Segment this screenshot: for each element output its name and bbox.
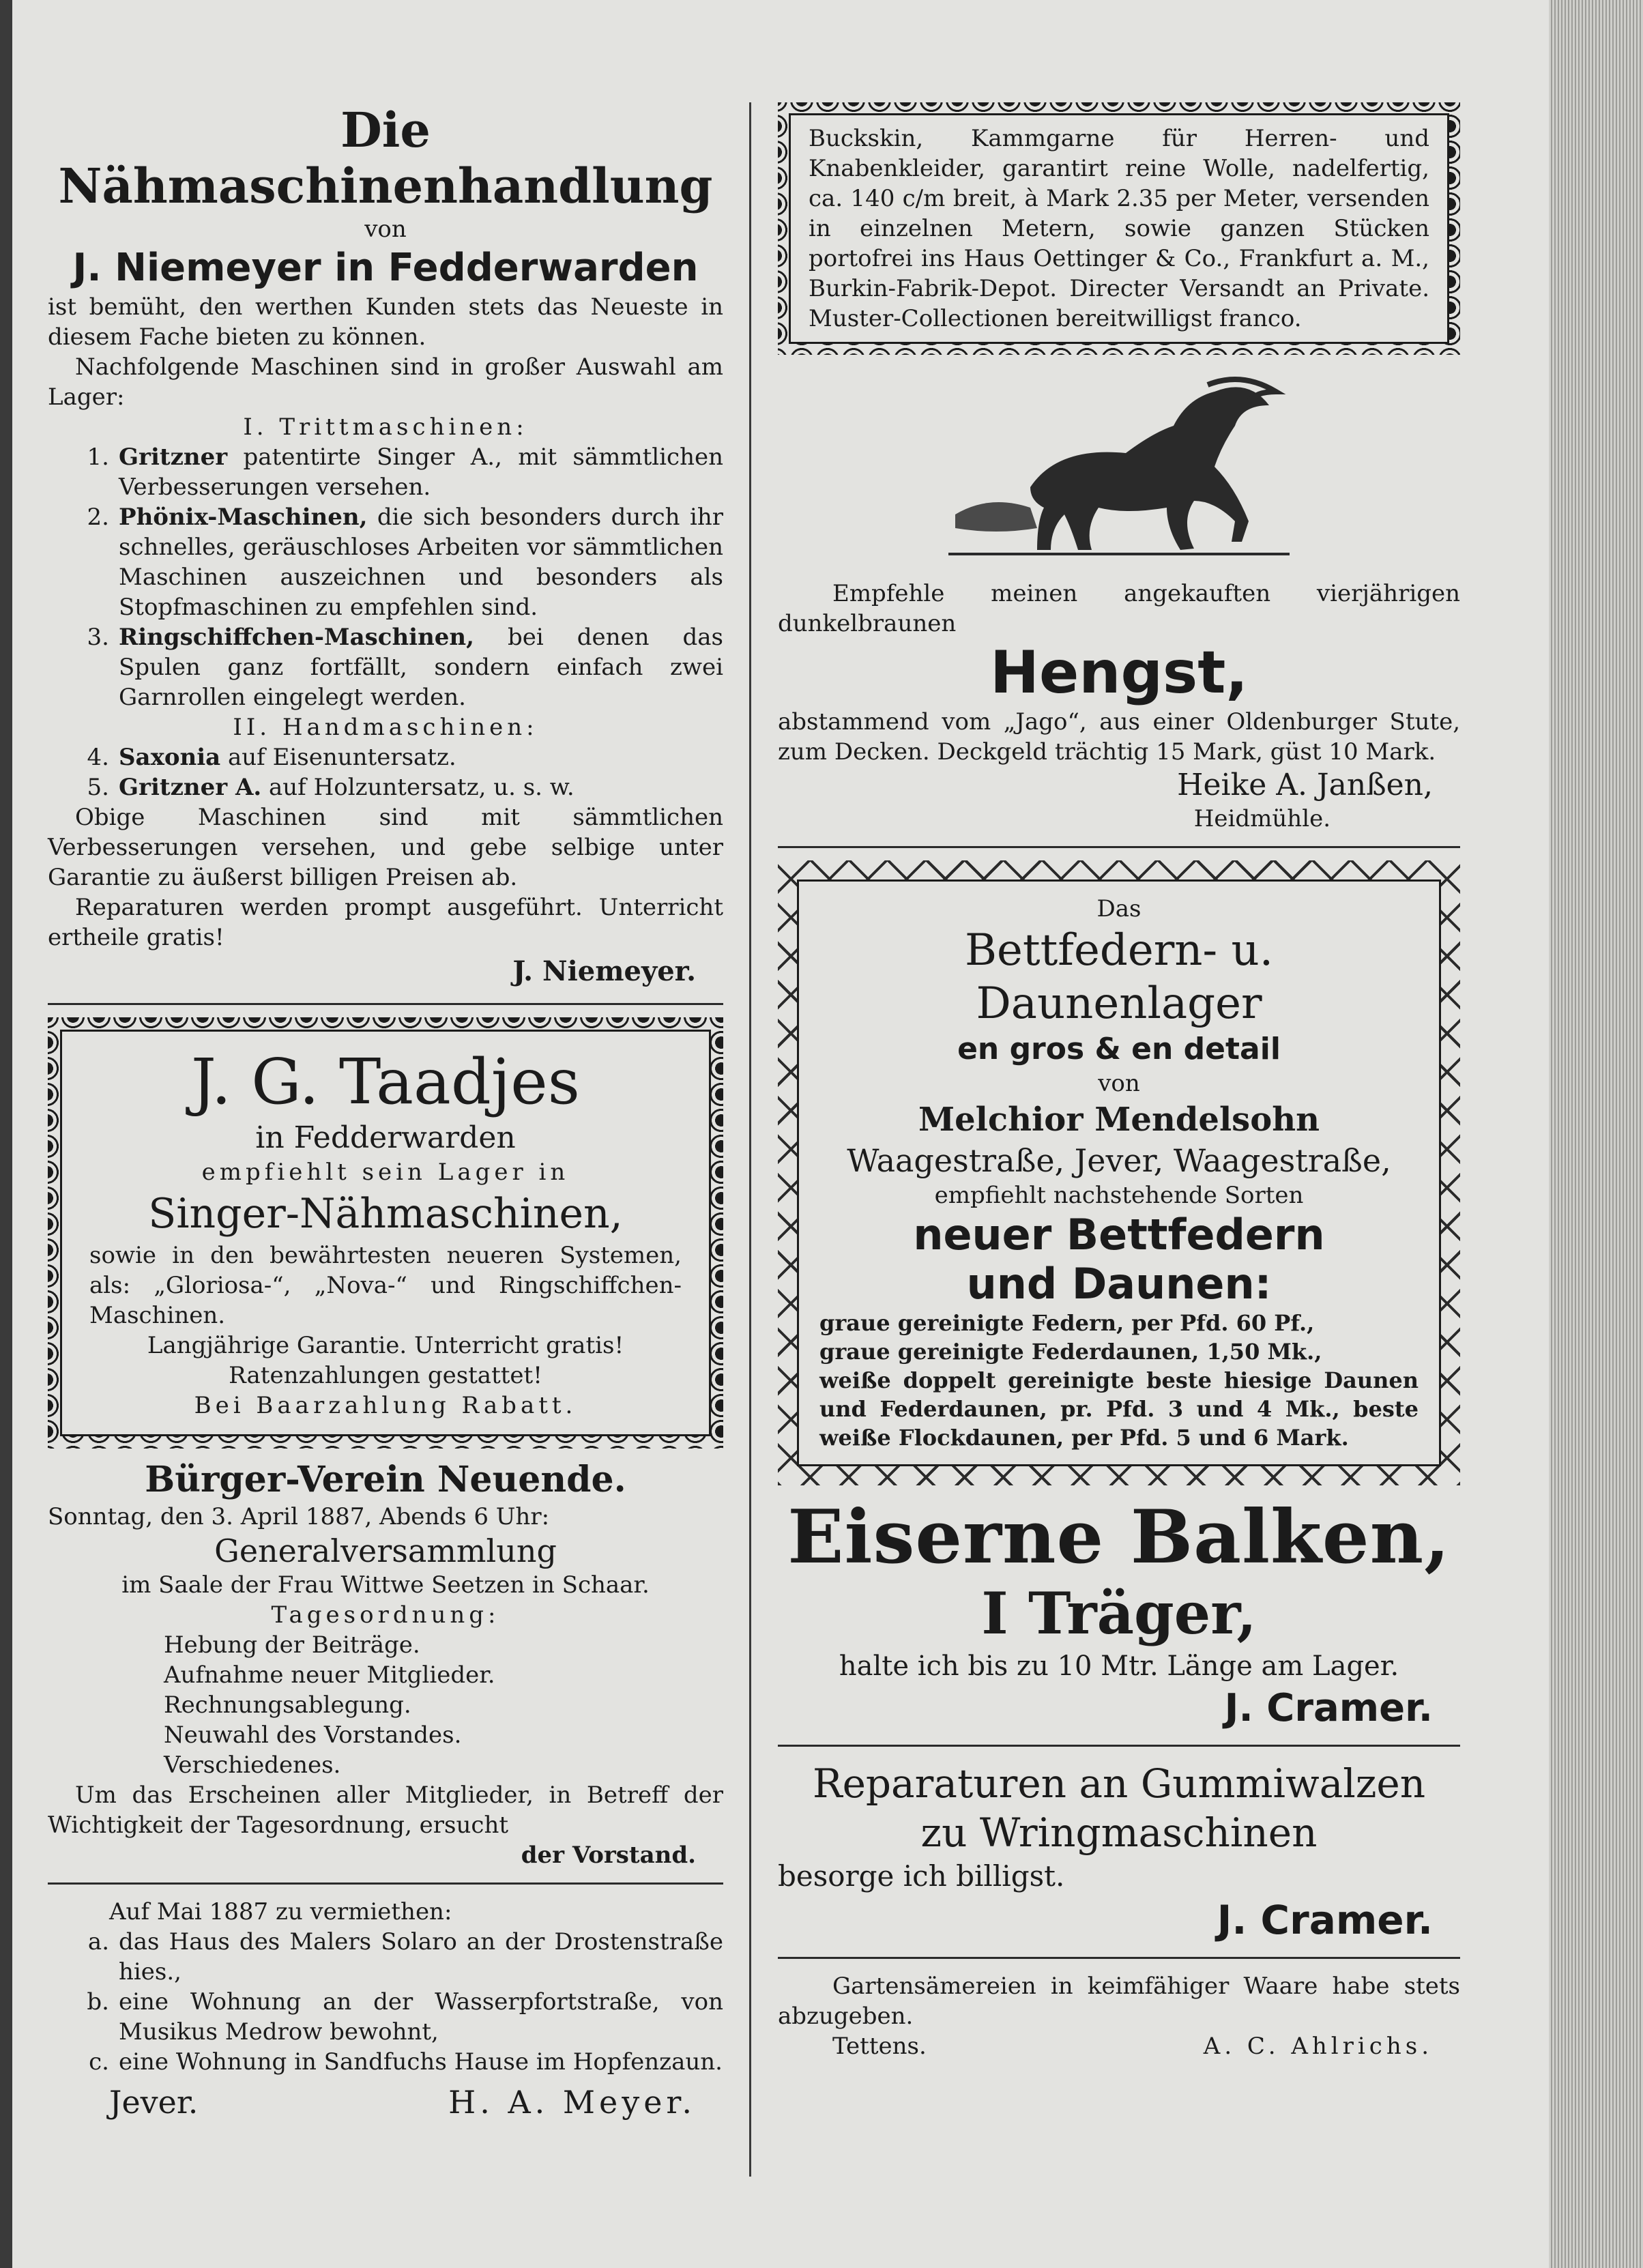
ad-bettfedern: [778, 860, 1460, 1485]
ad-place: in Fedderwarden: [255, 1120, 516, 1155]
list-item: 3. Ringschiffchen-Maschinen, bei denen das Spulen ganz fortfällt, sondern einfach zwei Garnrollen eingelegt werden.: [87, 624, 723, 711]
ad-line: Langjährige Garantie. Unterricht gratis!: [147, 1332, 624, 1359]
list-item: c. eine Wohnung in Sandfuchs Hause im Hopfenzaun.: [89, 2048, 723, 2076]
page-edge-stack: [1549, 0, 1643, 2268]
ad-text: Gartensämereien in keimfähiger Waare habe stets abzugeben.: [778, 1973, 1460, 2030]
ad-date: Sonntag, den 3. April 1887, Abends 6 Uhr:: [48, 1503, 550, 1530]
ad-address: Waagestraße, Jever, Waagestraße,: [847, 1142, 1391, 1179]
price-line: graue gereinigte Federn, per Pfd. 60 Pf.,: [819, 1310, 1315, 1336]
ad-title: Hengst,: [989, 639, 1249, 707]
ad-niemeyer: [48, 102, 723, 991]
ad-title: Die Nähmaschinenhandlung: [58, 102, 713, 214]
price-line: graue gereinigte Federdaunen, 1,50 Mk.,: [819, 1339, 1322, 1365]
ad-das: Das: [1096, 895, 1142, 922]
ad-vermiethen: [48, 1897, 723, 2123]
rental-list: [48, 1927, 723, 2077]
ad-text: Buckskin, Kammgarne für Herren- und Knabenkleider, garantirt reine Wolle, nadelfertig, ca. 140 c/m breit, à Mark 2.35 per Meter, versenden in einzelnen Metern, sowie ganzen Stücken portofrei ins Haus Oettinger & Co., Frankfurt a. M., Burkin-Fabrik-Depot. Directer Versandt an Private. Muster-Collectionen bereitwilligst franco.: [809, 125, 1429, 332]
ad-also: sowie in den bewährtesten neueren Systemen, als: „Gloriosa-“, „Nova-“ und Ringschiffchen-Maschinen.: [89, 1242, 682, 1329]
ad-request: Um das Erscheinen aller Mitglieder, in Betreff der Wichtigkeit der Tagesordnung, ersucht: [48, 1782, 723, 1839]
ad-text: halte ich bis zu 10 Mtr. Länge am Lager.: [839, 1651, 1399, 1682]
ad-big-line: neuer Bettfedern: [913, 1210, 1325, 1260]
ad-title: Auf Mai 1887 zu vermiethen:: [109, 1898, 452, 1925]
ad-firm: J. G. Taadjes: [191, 1045, 580, 1118]
machine-list-1: [48, 442, 723, 712]
agenda-item: Neuwahl des Vorstandes.: [164, 1721, 462, 1749]
ad-paragraph: Obige Maschinen sind mit sämmtlichen Verbesserungen versehen, und gebe selbige unter Garantie zu äußerst billigen Preisen ab.: [48, 804, 723, 891]
ad-subtitle: en gros & en detail: [957, 1032, 1281, 1066]
left-column: [48, 102, 723, 2123]
divider: [48, 1003, 723, 1005]
divider: [48, 1882, 723, 1885]
ad-line: Bei Baarzahlung Rabatt.: [194, 1392, 577, 1419]
ad-place: Tettens.: [832, 2033, 927, 2060]
ad-taadjes: [48, 1017, 723, 1449]
ad-offer: empfiehlt nachstehende Sorten: [934, 1182, 1304, 1209]
ad-intro: Empfehle meinen angekauften vierjährigen dunkelbraunen: [778, 580, 1460, 637]
ad-buergerverein: [48, 1458, 723, 1870]
agenda-item: Verschiedenes.: [164, 1751, 341, 1779]
ad-signature: J. Cramer.: [1224, 1686, 1433, 1730]
ad-intro: ist bemüht, den werthen Kunden stets das Neueste in diesem Fache bieten zu können.: [48, 293, 723, 351]
horse-icon: [778, 371, 1460, 579]
ad-gartensaemereien: [778, 1971, 1460, 2061]
ad-title: Reparaturen an Gummiwalzen: [812, 1760, 1426, 1807]
ad-offer: empfiehlt sein Lager in: [201, 1159, 570, 1186]
list-item: 1. Gritzner patentirte Singer A., mit sämmtlichen Verbesserungen versehen.: [87, 444, 723, 501]
agenda-item: Aufnahme neuer Mitglieder.: [164, 1661, 495, 1689]
ad-firm: Melchior Mendelsohn: [918, 1101, 1320, 1139]
page-binding: [0, 0, 12, 2268]
ad-line: Ratenzahlungen gestattet!: [229, 1362, 542, 1389]
ad-signature-place: Heidmühle.: [1193, 805, 1331, 832]
ad-gummiwalzen: [778, 1759, 1460, 1945]
ad-signature: J. Cramer.: [1217, 1897, 1433, 1943]
divider: [778, 1957, 1460, 1959]
ad-eiserne-balken: [778, 1495, 1460, 1732]
divider: [778, 1745, 1460, 1747]
right-column: [778, 102, 1460, 2061]
list-item: b. eine Wohnung an der Wasserpfortstraße, von Musikus Medrow bewohnt,: [87, 1988, 723, 2046]
ad-firm: J. Niemeyer in Fedderwarden: [72, 246, 699, 290]
machine-list-2: [48, 742, 723, 802]
ad-event: Generalversammlung: [214, 1532, 557, 1569]
column-divider: [749, 102, 751, 2177]
list-item: 5. Gritzner A. auf Holzuntersatz, u. s. w.: [87, 774, 575, 801]
agenda-list: [48, 1630, 723, 1780]
agenda-title: Tagesordnung:: [271, 1601, 500, 1629]
ad-text: abstammend vom „Jago“, aus einer Oldenburger Stute, zum Decken. Deckgeld trächtig 15 Mark, güst 10 Mark.: [778, 708, 1460, 766]
ad-signature: der Vorstand.: [521, 1842, 696, 1869]
ad-von: von: [1098, 1070, 1140, 1097]
agenda-item: Hebung der Beiträge.: [164, 1631, 420, 1659]
ad-signature: J. Niemeyer.: [512, 955, 696, 987]
ad-hengst: [778, 371, 1460, 834]
ad-signature: A. C. Ahlrichs.: [1203, 2033, 1433, 2060]
ad-title: zu Wringmaschinen: [920, 1809, 1318, 1856]
list-item: 4. Saxonia auf Eisenuntersatz.: [87, 744, 456, 771]
ad-signature: Heike A. Janßen,: [1177, 768, 1433, 802]
divider: [778, 846, 1460, 848]
price-line: weiße doppelt gereinigte beste hiesige Daunen und Federdaunen, pr. Pfd. 3 und 4 Mk., beste weiße Flockdaunen, per Pfd. 5 und 6 Mark.: [819, 1367, 1419, 1451]
ad-section-heading: II. Handmaschinen:: [233, 714, 538, 741]
ad-product: Singer-Nähmaschinen,: [148, 1190, 623, 1238]
ad-signature: H. A. Meyer.: [448, 2084, 696, 2121]
ad-big-line: und Daunen:: [966, 1259, 1272, 1309]
ad-place: im Saale der Frau Wittwe Seetzen in Schaar.: [121, 1571, 650, 1599]
ad-text: besorge ich billigst.: [778, 1859, 1065, 1893]
ad-section-heading: I. Trittmaschinen:: [243, 413, 528, 441]
ad-title: Bürger-Verein Neuende.: [145, 1459, 626, 1500]
list-item: a. das Haus des Malers Solaro an der Drostenstraße hies.,: [87, 1928, 723, 1986]
agenda-item: Rechnungsablegung.: [164, 1691, 411, 1719]
ad-subtitle: I Träger,: [981, 1580, 1257, 1647]
ad-von: von: [364, 216, 407, 243]
ad-buckskin: [778, 102, 1460, 355]
ad-place: Jever.: [109, 2084, 199, 2121]
ad-title: Eiserne Balken,: [787, 1494, 1451, 1580]
ad-stock: Nachfolgende Maschinen sind in großer Auswahl am Lager:: [48, 353, 723, 411]
ad-paragraph: Reparaturen werden prompt ausgeführt. Unterricht ertheile gratis!: [48, 894, 723, 951]
list-item: 2. Phönix-Maschinen, die sich besonders durch ihr schnelles, geräuschloses Arbeiten vor sämmtlichen Maschinen auszeichnen und besonders als Stopfmaschinen zu empfehlen sind.: [87, 504, 724, 621]
ad-title: Bettfedern- u. Daunenlager: [964, 925, 1274, 1029]
